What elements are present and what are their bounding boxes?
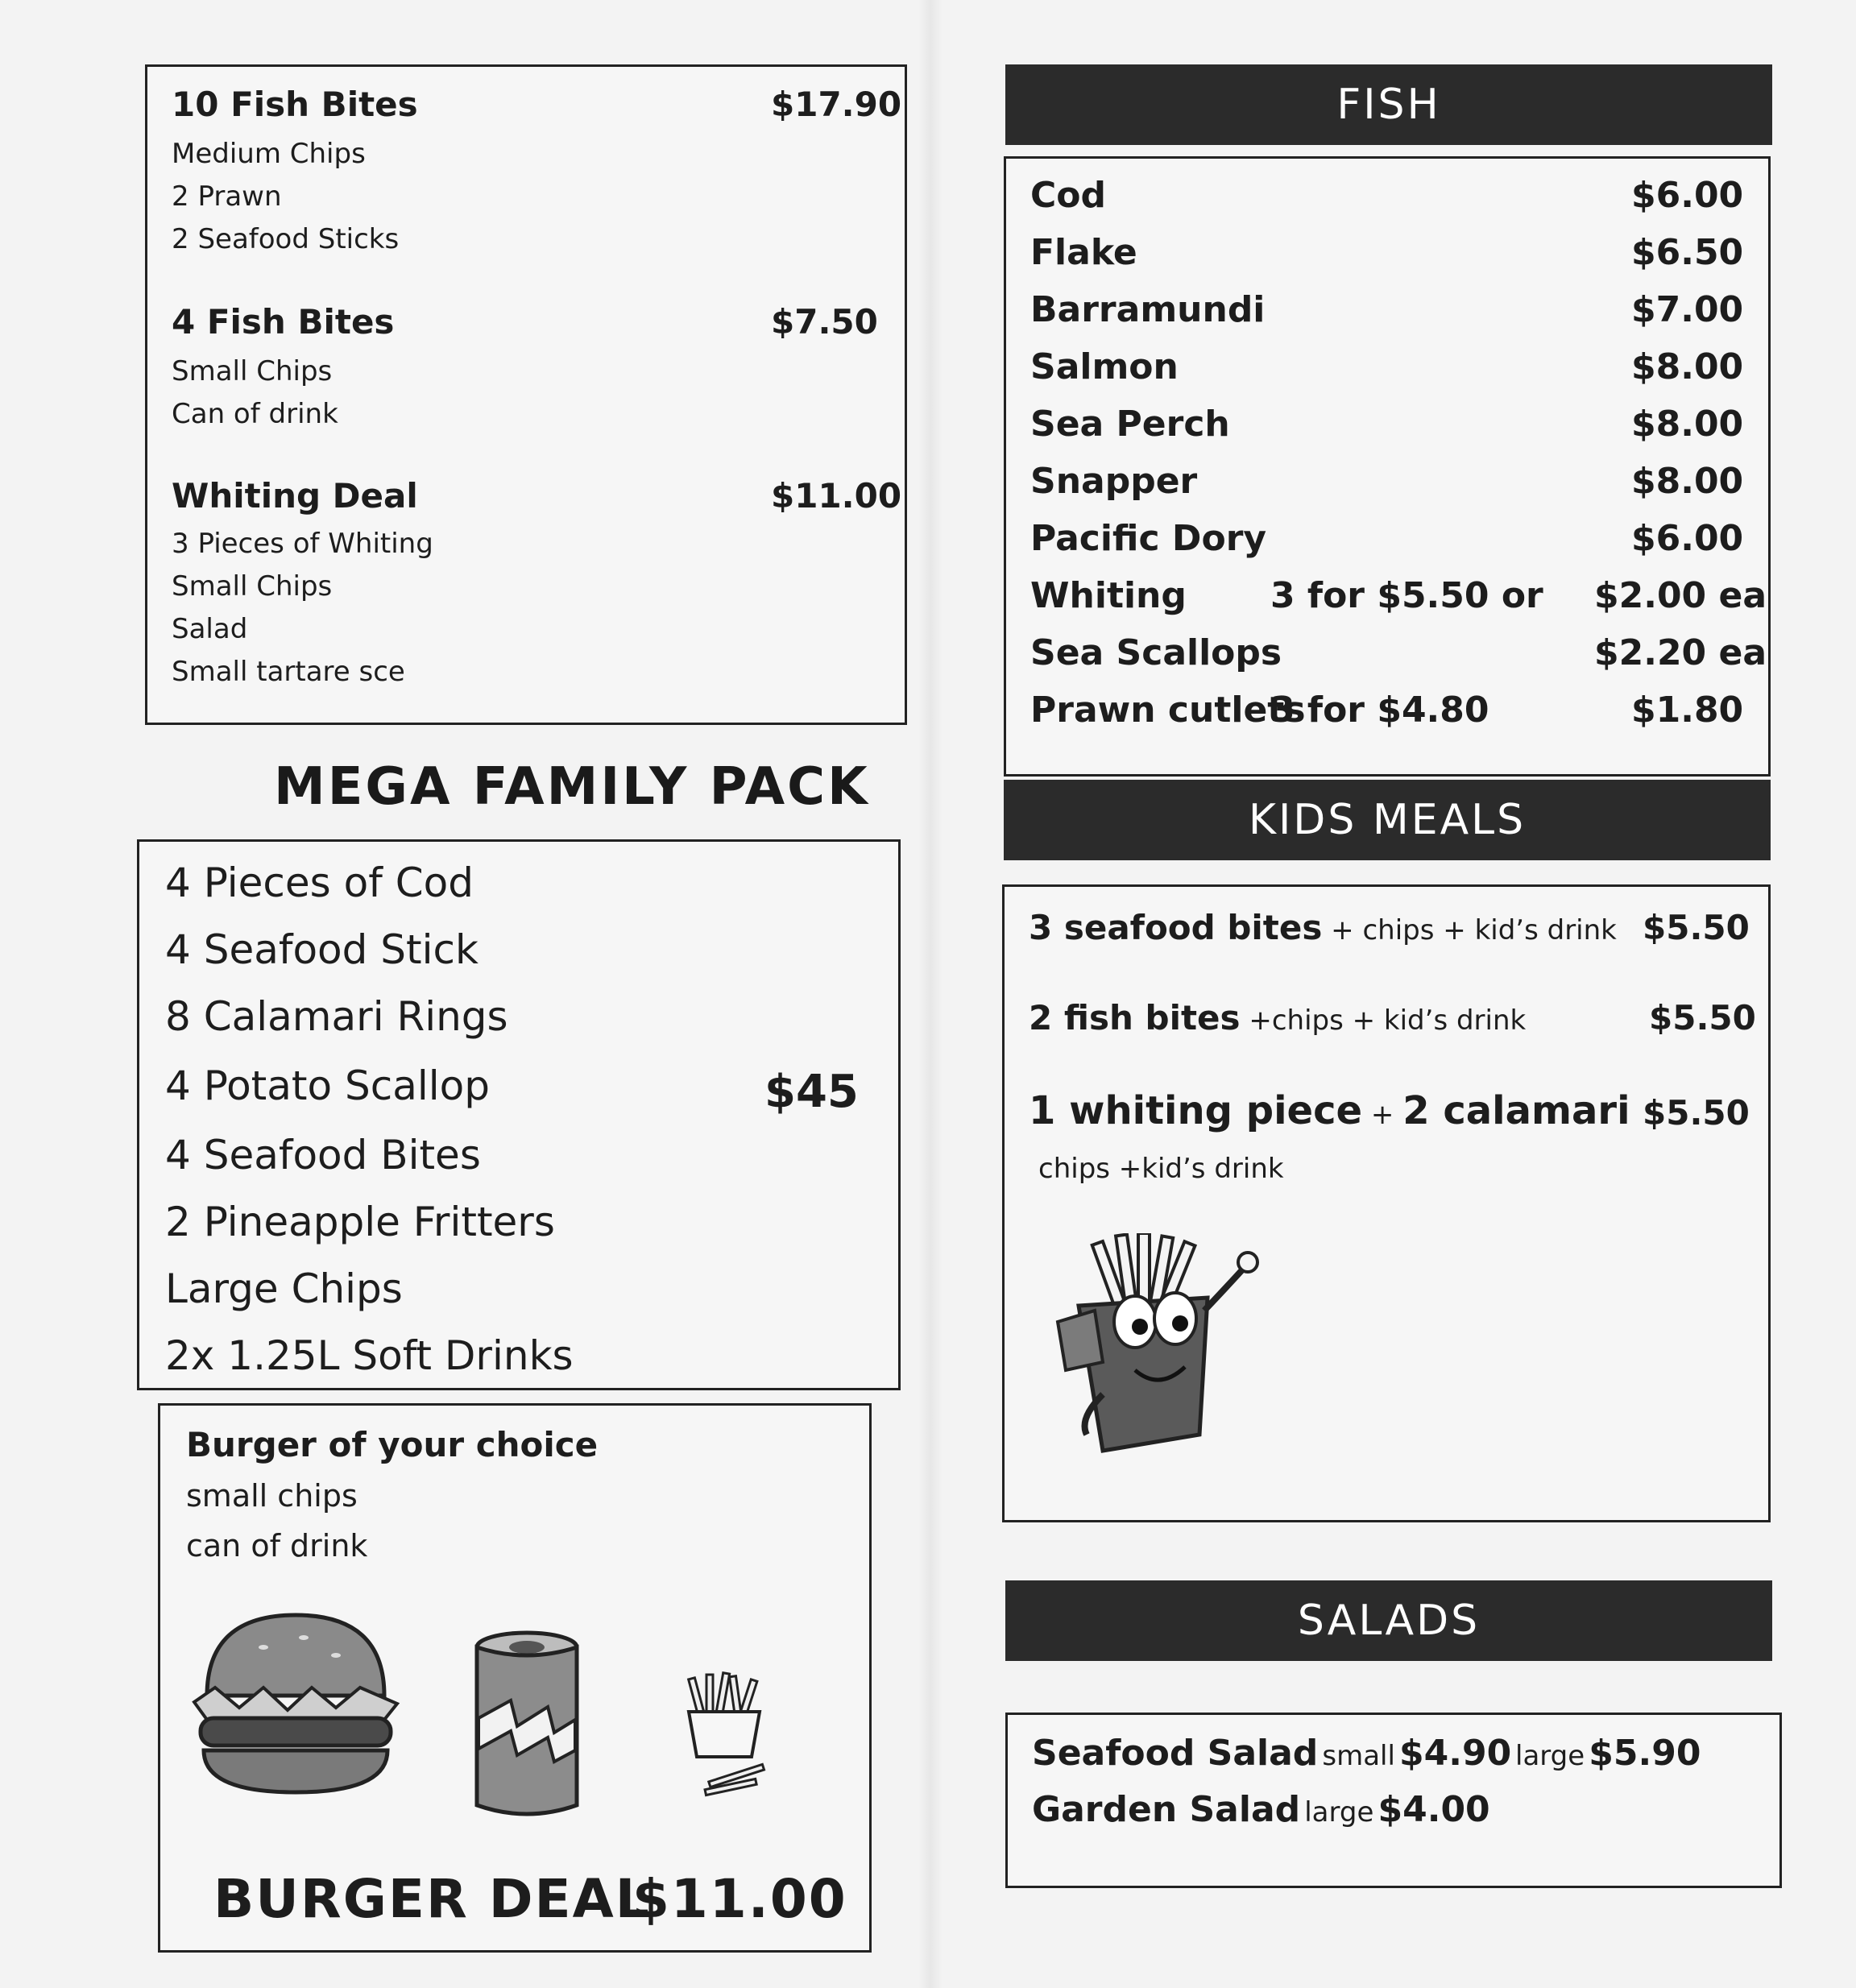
- fish-header: FISH: [1005, 64, 1772, 145]
- kids-item-second: 2 calamari: [1402, 1088, 1630, 1133]
- deal-price: $17.90: [771, 85, 902, 124]
- garden-salad-row: [1032, 1789, 1490, 1830]
- burger-icon: [183, 1607, 408, 1800]
- deal-price: $7.50: [771, 302, 878, 342]
- deal-price: $11.00: [771, 476, 902, 516]
- salad-price: $4.00: [1378, 1789, 1490, 1830]
- deal-item: Small Chips: [172, 570, 333, 603]
- fish-price: $2.00 ea: [1594, 575, 1767, 616]
- kids-price: $5.50: [1649, 998, 1756, 1037]
- kids-header: KIDS MEALS: [1004, 780, 1771, 860]
- fish-name: Cod: [1030, 175, 1107, 216]
- mega-item: 2x 1.25L Soft Drinks: [165, 1332, 574, 1379]
- deal-item: 3 Pieces of Whiting: [172, 528, 433, 560]
- kids-row: [1029, 1088, 1630, 1133]
- fries-icon: [676, 1671, 789, 1800]
- mega-item: 8 Calamari Rings: [165, 993, 508, 1040]
- burger-title: Burger of your choice: [186, 1425, 599, 1464]
- burger-item: can of drink: [186, 1528, 368, 1563]
- fries-mascot-icon: [1046, 1233, 1264, 1459]
- salad-size-label: small: [1322, 1740, 1395, 1772]
- deal-name: 10 Fish Bites: [172, 85, 418, 124]
- fish-price: $6.50: [1631, 232, 1744, 273]
- deal-item: Medium Chips: [172, 138, 366, 170]
- salad-price: $4.90: [1399, 1733, 1512, 1774]
- kids-item-main: 2 fish bites: [1029, 998, 1241, 1037]
- salads-header: SALADS: [1005, 1580, 1772, 1661]
- seafood-salad-row: [1032, 1733, 1511, 1774]
- fish-name: Snapper: [1030, 461, 1198, 502]
- mega-item: 4 Seafood Bites: [165, 1132, 481, 1178]
- kids-item-extras: +chips + kid’s drink: [1240, 1004, 1527, 1037]
- burger-deal-box: [158, 1403, 872, 1953]
- deal-name: 4 Fish Bites: [172, 302, 395, 342]
- kids-item-main: 1 whiting piece: [1029, 1088, 1363, 1133]
- kids-price: $5.50: [1643, 1093, 1750, 1133]
- kids-item-sub: chips +kid’s drink: [1038, 1153, 1284, 1185]
- fish-note: 3 for $4.80: [1270, 690, 1489, 731]
- deal-name: Whiting Deal: [172, 476, 418, 516]
- fish-price: $6.00: [1631, 175, 1744, 216]
- mega-item: 4 Pieces of Cod: [165, 859, 474, 906]
- mega-heading: MEGA FAMILY PACK: [274, 757, 870, 817]
- fish-name: Whiting: [1030, 575, 1187, 616]
- page-fold: [918, 0, 942, 1988]
- deal-item: 2 Seafood Sticks: [172, 223, 400, 255]
- fish-name: Barramundi: [1030, 289, 1266, 330]
- mega-item: 4 Potato Scallop: [165, 1062, 490, 1109]
- fish-price: $7.00: [1631, 289, 1744, 330]
- kids-row: [1029, 998, 1526, 1037]
- fish-name: Sea Scallops: [1030, 632, 1282, 673]
- salad-name: Garden Salad: [1032, 1789, 1301, 1830]
- mega-box: [137, 839, 901, 1390]
- mega-item: Large Chips: [165, 1265, 403, 1312]
- fish-name: Sea Perch: [1030, 404, 1230, 445]
- mega-item: 2 Pineapple Fritters: [165, 1199, 555, 1245]
- salad-name: Seafood Salad: [1032, 1733, 1319, 1774]
- fish-price: $8.00: [1631, 404, 1744, 445]
- deals-box: [145, 64, 907, 725]
- fish-price: $1.80: [1631, 690, 1744, 731]
- salad-size-label: large: [1304, 1796, 1374, 1829]
- deal-item: 2 Prawn: [172, 180, 282, 213]
- burger-deal-label: BURGER DEAL: [213, 1868, 651, 1930]
- fish-price: $2.20 ea: [1594, 632, 1767, 673]
- deal-item: Salad: [172, 613, 248, 645]
- fish-name: Salmon: [1030, 346, 1179, 387]
- deal-item: Can of drink: [172, 398, 338, 430]
- burger-item: small chips: [186, 1478, 358, 1514]
- kids-price: $5.50: [1643, 908, 1750, 947]
- fish-price: $8.00: [1631, 461, 1744, 502]
- fish-name: Prawn cutlets: [1030, 690, 1306, 731]
- burger-deal-price: $11.00: [632, 1868, 847, 1930]
- salads-box: [1005, 1713, 1782, 1888]
- fish-name: Pacific Dory: [1030, 518, 1267, 559]
- kids-plus: +: [1362, 1099, 1403, 1131]
- fish-note: 3 for $5.50 or: [1270, 575, 1543, 616]
- kids-item-main: 3 seafood bites: [1029, 908, 1323, 947]
- fish-price: $6.00: [1631, 518, 1744, 559]
- soda-can-icon: [470, 1630, 583, 1823]
- deal-item: Small Chips: [172, 355, 333, 387]
- fish-price: $8.00: [1631, 346, 1744, 387]
- fish-name: Flake: [1030, 232, 1137, 273]
- kids-item-extras: + chips + kid’s drink: [1322, 914, 1617, 946]
- deal-item: Small tartare sce: [172, 656, 405, 688]
- mega-price: $45: [764, 1066, 859, 1118]
- kids-row: [1029, 908, 1617, 947]
- seafood-salad-large: [1515, 1733, 1701, 1774]
- kids-box: [1002, 884, 1771, 1522]
- salad-size-label: large: [1515, 1740, 1585, 1772]
- mega-item: 4 Seafood Stick: [165, 926, 478, 973]
- salad-price: $5.90: [1589, 1733, 1701, 1774]
- fish-box: [1004, 156, 1771, 777]
